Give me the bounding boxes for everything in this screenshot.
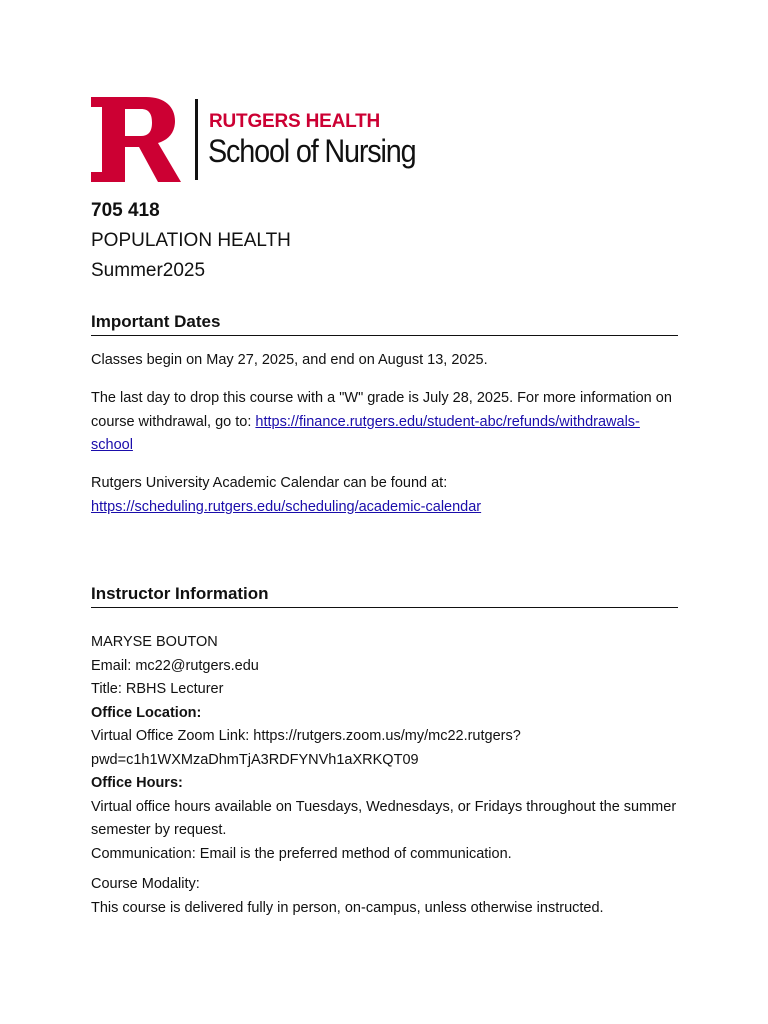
- academic-calendar-text: Rutgers University Academic Calendar can be found at:: [91, 475, 448, 491]
- logo-divider: [195, 99, 198, 180]
- rutgers-health-logo: [91, 97, 436, 182]
- rutgers-r-logo-icon: [91, 97, 181, 182]
- academic-calendar-link[interactable]: https://scheduling.rutgers.edu/scheduling/academic-calendar: [91, 498, 482, 515]
- office-hours-label: Office Hours:: [91, 775, 183, 791]
- drop-deadline-paragraph: [91, 387, 678, 458]
- academic-calendar-paragraph: [91, 472, 678, 519]
- logo-school-name: School of Nursing: [208, 133, 416, 169]
- withdrawal-info-link[interactable]: https://finance.rutgers.edu/student-abc/refunds/withdrawals-school: [91, 413, 640, 453]
- zoom-link-line1: Virtual Office Zoom Link: https://rutgers.zoom.us/my/mc22.rutgers?: [91, 728, 521, 744]
- course-title: POPULATION HEALTH: [91, 230, 291, 251]
- zoom-link-line2: pwd=c1h1WXMzaDhmTjA3RDFYNVh1aXRKQT09: [91, 751, 419, 768]
- important-dates-heading: Important Dates: [91, 311, 678, 336]
- office-hours-text: Virtual office hours available on Tuesdays, Wednesdays, or Fridays throughout the summer semester by request.: [91, 798, 677, 838]
- course-modality-label: Course Modality:: [91, 876, 200, 892]
- course-term: Summer2025: [91, 260, 206, 281]
- instructor-email: Email: mc22@rutgers.edu: [91, 657, 259, 674]
- instructor-title: Title: RBHS Lecturer: [91, 681, 224, 697]
- instructor-name: MARYSE BOUTON: [91, 634, 218, 650]
- instructor-details: [91, 631, 678, 866]
- course-code: 705 418: [91, 200, 160, 221]
- course-modality-text: This course is delivered fully in person, on-campus, unless otherwise instructed.: [91, 899, 604, 916]
- course-modality: [91, 873, 678, 920]
- communication-text: Communication: Email is the preferred method of communication.: [91, 845, 512, 862]
- drop-deadline-text: The last day to drop this course with a "W" grade is July 28, 2025. For more information on course withdrawal, go to:: [91, 390, 672, 430]
- instructor-information-heading: Instructor Information: [91, 583, 678, 608]
- logo-org-name: RUTGERS HEALTH: [209, 111, 381, 132]
- classes-dates-text: Classes begin on May 27, 2025, and end on August 13, 2025.: [91, 352, 488, 368]
- office-location-label: Office Location:: [91, 704, 202, 721]
- logo-letter: R: [136, 147, 137, 148]
